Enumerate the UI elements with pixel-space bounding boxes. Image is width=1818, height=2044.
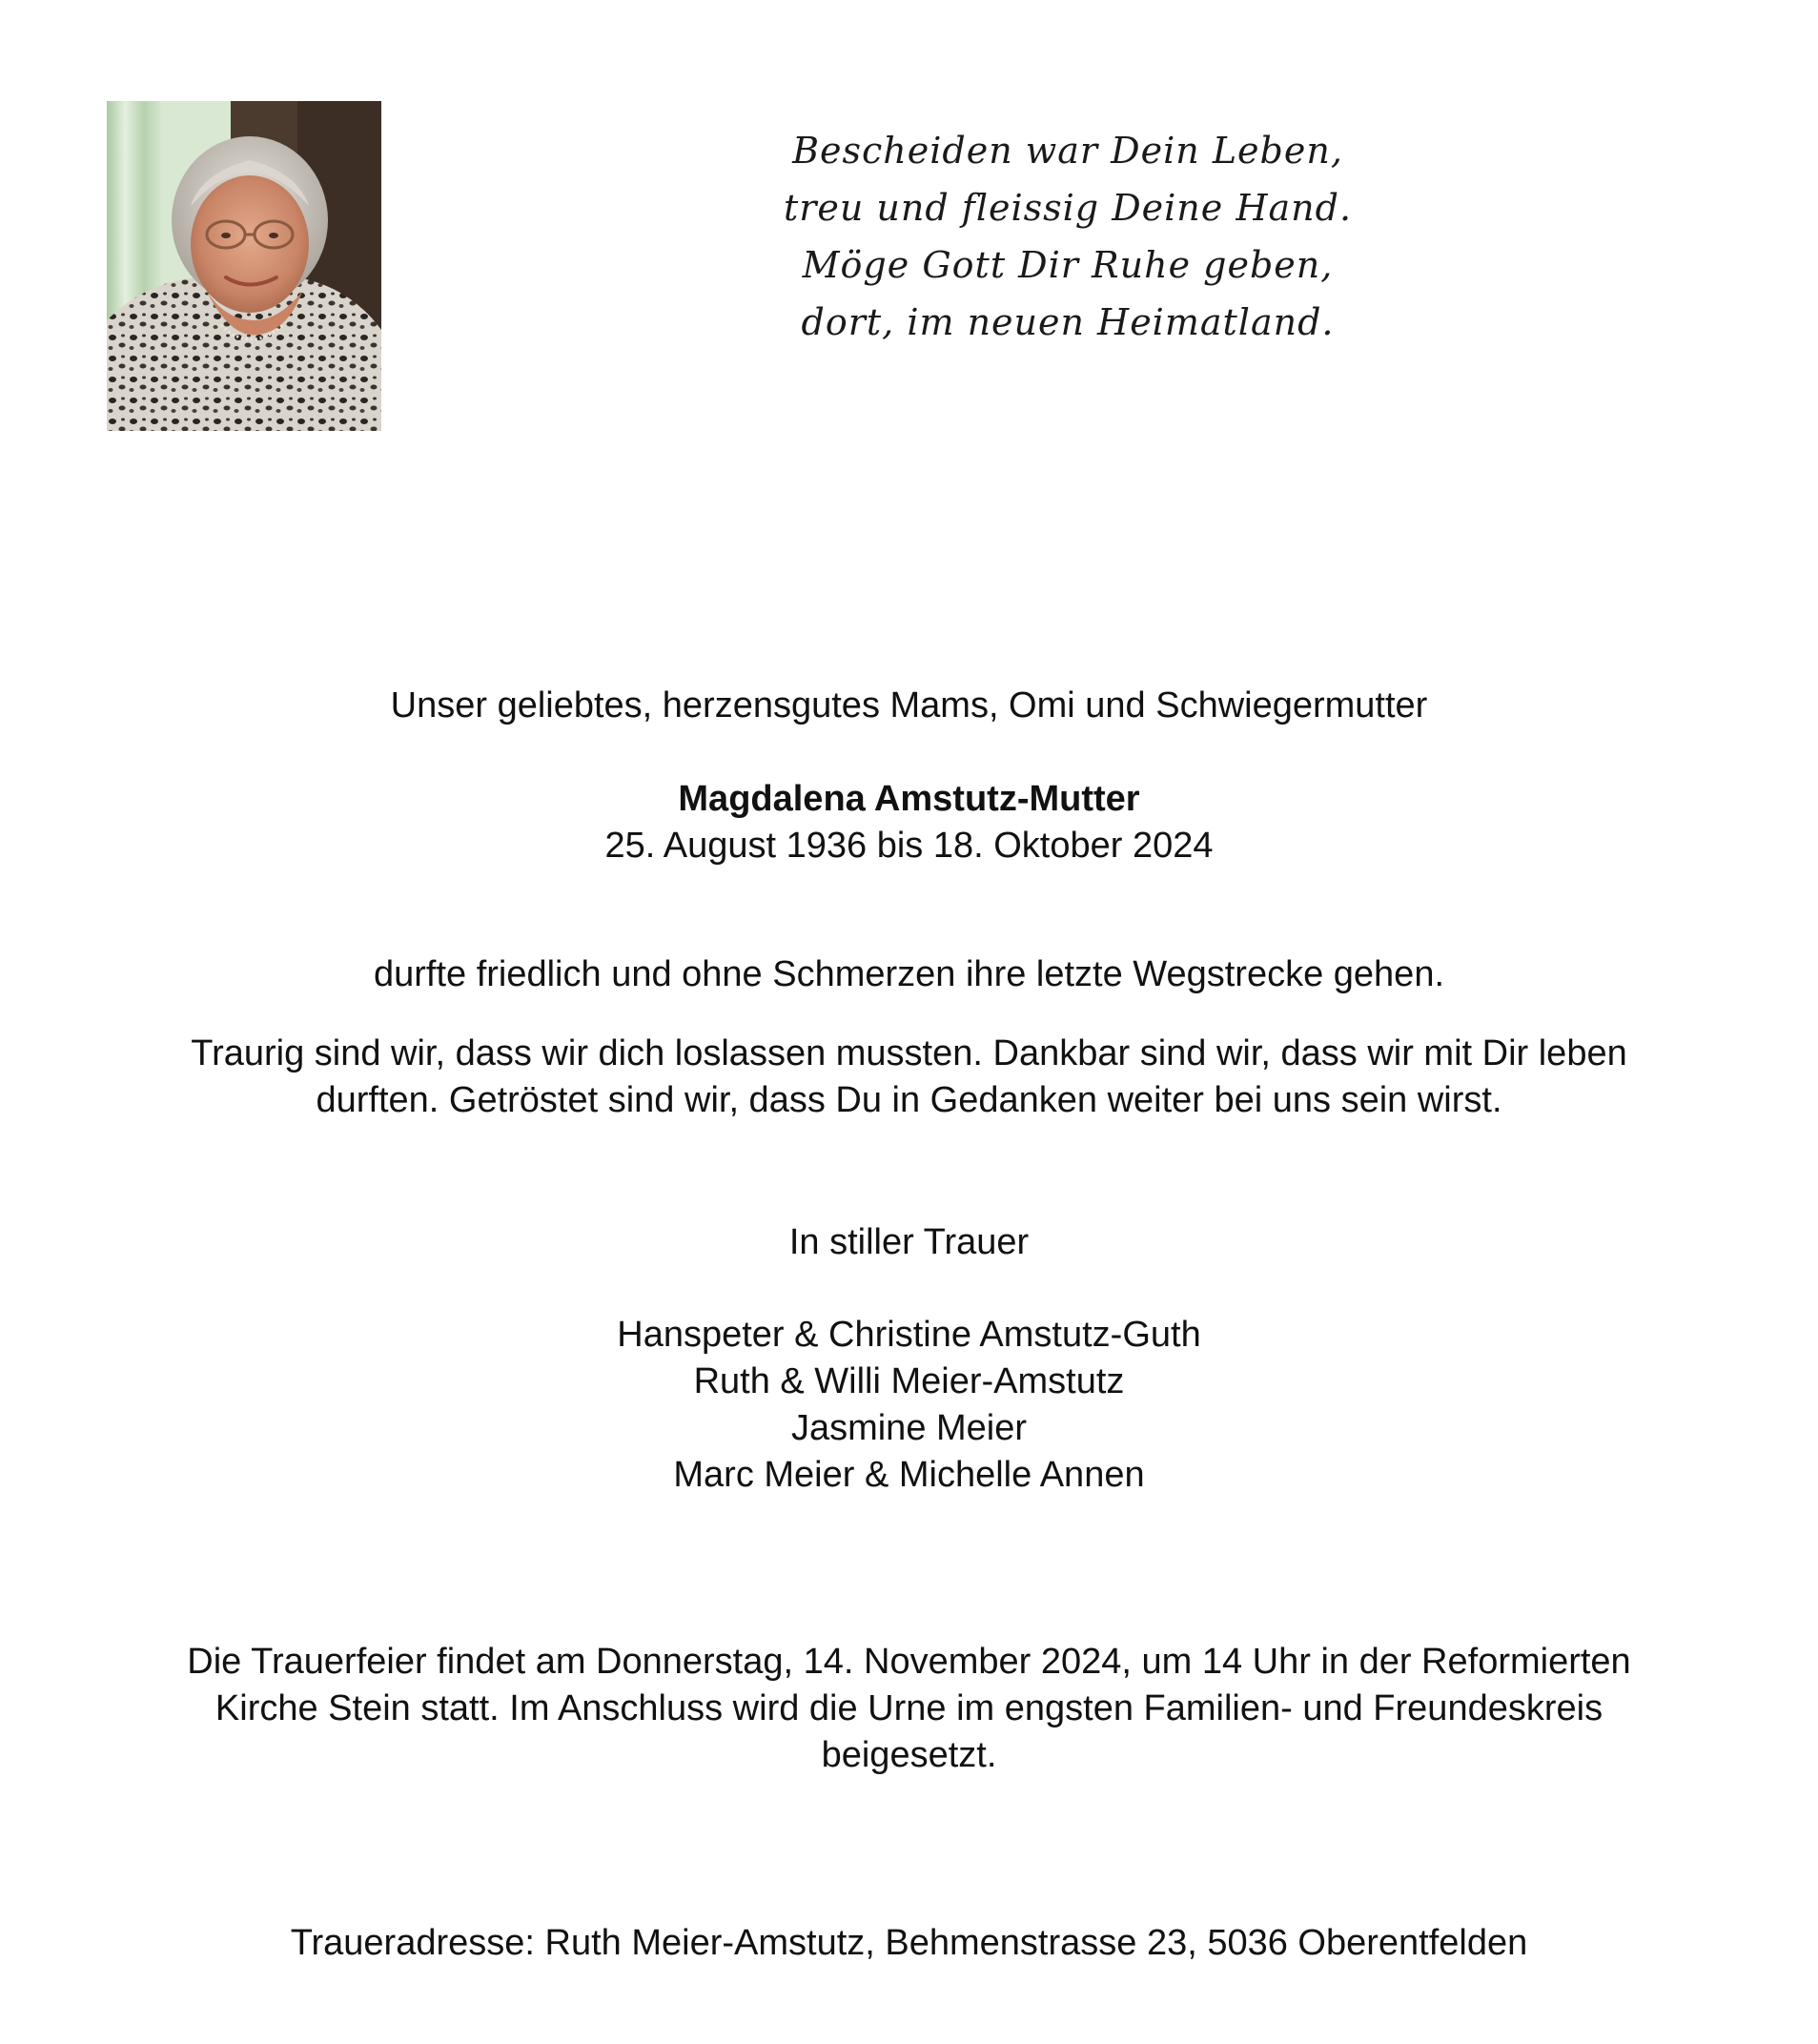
family-member: Jasmine Meier [790, 1408, 1028, 1448]
service-line: Die Trauerfeier findet am Donnerstag, 14. November 2024, um 14 Uhr in der Reformierten [187, 1642, 1631, 1682]
family-member: Ruth & Willi Meier-Amstutz [693, 1361, 1125, 1401]
mourning-address: Traueradresse: Ruth Meier-Amstutz, Behmenstrasse 23, 5036 Oberentfelden [290, 1923, 1528, 1963]
gratitude-text [76, 1031, 1742, 1124]
passing-text: durfte friedlich und ohne Schmerzen ihre letzte Wegstrecke gehen. [373, 954, 1445, 994]
deceased-name: Magdalena Amstutz-Mutter [678, 779, 1140, 819]
family-list [76, 1312, 1742, 1499]
gratitude-line: durften. Getröstet sind wir, dass Du in Gedanken weiter bei uns sein wirst. [316, 1080, 1502, 1120]
poem-line: dort, im neuen Heimatland. [801, 301, 1335, 343]
mourning-heading: In stiller Trauer [788, 1222, 1030, 1262]
poem-line: Möge Gott Dir Ruhe geben, [802, 244, 1334, 286]
family-member: Marc Meier & Michelle Annen [673, 1455, 1145, 1495]
service-line: Kirche Stein statt. Im Anschluss wird die Urne im engsten Familien- und Freundeskreis [214, 1688, 1604, 1728]
poem-line: treu und fleissig Deine Hand. [783, 187, 1353, 229]
service-line: beigesetzt. [821, 1735, 997, 1775]
life-dates: 25. August 1936 bis 18. Oktober 2024 [604, 826, 1214, 866]
poem [667, 122, 1468, 351]
portrait-image [107, 101, 381, 431]
gratitude-line: Traurig sind wir, dass wir dich loslassen mussten. Dankbar sind wir, dass wir mit Dir leben [191, 1033, 1627, 1073]
service-info [76, 1639, 1742, 1779]
portrait-photo [107, 101, 381, 431]
poem-line: Bescheiden war Dein Leben, [792, 130, 1343, 172]
family-member: Hanspeter & Christine Amstutz-Guth [617, 1315, 1201, 1355]
intro-text: Unser geliebtes, herzensgutes Mams, Omi und Schwiegermutter [390, 685, 1428, 726]
